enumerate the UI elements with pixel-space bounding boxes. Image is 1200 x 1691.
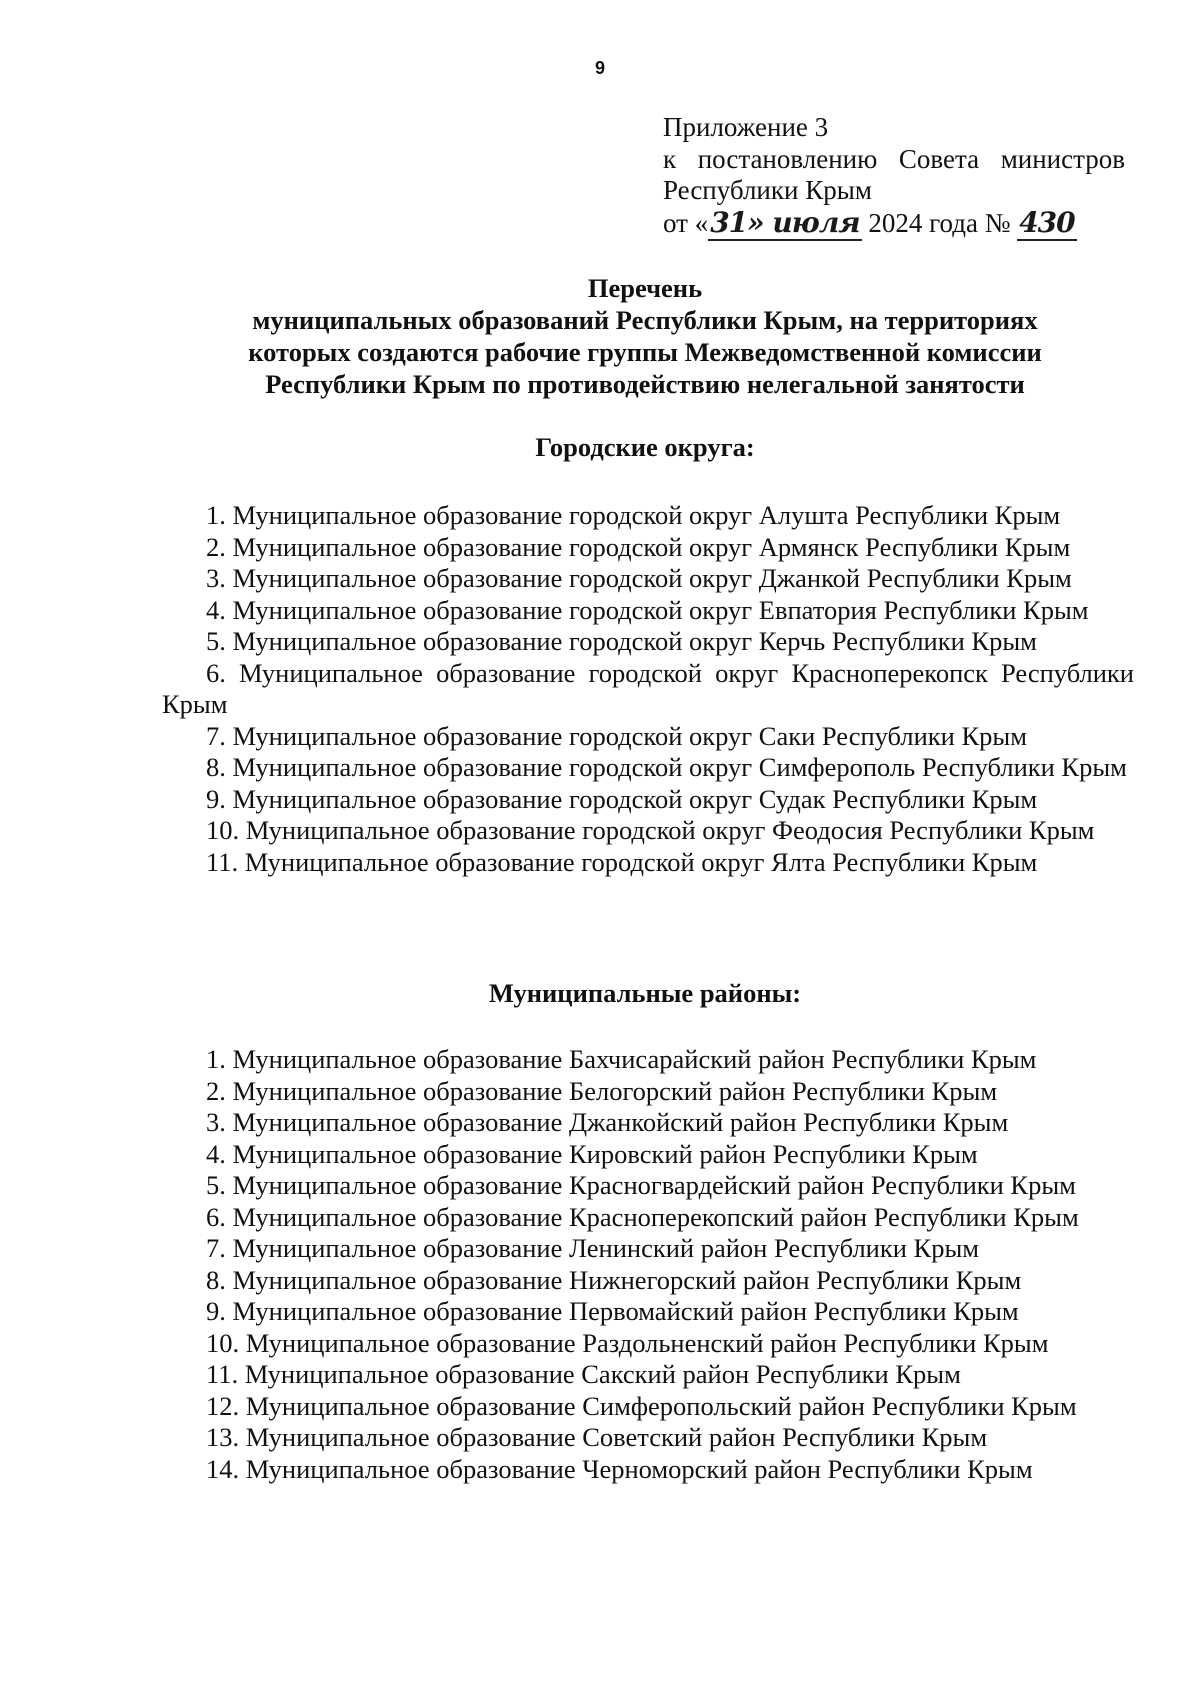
date-suffix: 2024 года № bbox=[868, 207, 1011, 238]
handwritten-date: 31» июля bbox=[710, 205, 860, 239]
municipal-districts-list bbox=[162, 1044, 1134, 1485]
list-item: 14. Муниципальное образование Черноморский район Республики Крым bbox=[206, 1453, 1033, 1484]
annex-header bbox=[663, 112, 1125, 239]
date-prefix: от « bbox=[663, 207, 709, 238]
handwritten-number: 430 bbox=[1019, 205, 1075, 239]
list-item: 6. Муниципальное образование Красноперекопский район Республики Крым bbox=[206, 1201, 1079, 1232]
title-line-3: которых создаются рабочие группы Межведомственной комиссии bbox=[248, 337, 1042, 367]
list-item: 5. Муниципальное образование городской округ Керчь Республики Крым bbox=[206, 626, 1037, 656]
list-item: 7. Муниципальное образование городской округ Саки Республики Крым bbox=[206, 720, 1027, 751]
list-item: 10. Муниципальное образование Раздольненский район Республики Крым bbox=[206, 1327, 1049, 1358]
list-item: 3. Муниципальное образование Джанкойский район Республики Крым bbox=[206, 1107, 1009, 1137]
title-line-4: Республики Крым по противодействию нелегальной занятости bbox=[265, 369, 1025, 399]
list-item: 9. Муниципальное образование Первомайский район Республики Крым bbox=[206, 1296, 1019, 1326]
list-item: 4. Муниципальное образование Кировский район Республики Крым bbox=[206, 1138, 978, 1169]
title-line-2: муниципальных образований Республики Крым, на территориях bbox=[252, 305, 1038, 335]
list-item: 2. Муниципальное образование Белогорский район Республики Крым bbox=[206, 1075, 998, 1106]
list-item: 3. Муниципальное образование городской округ Джанкой Республики Крым bbox=[206, 563, 1072, 593]
annex-reference: к постановлению Совета министров bbox=[663, 143, 1125, 174]
list-item: 2. Муниципальное образование городской округ Армянск Республики Крым bbox=[206, 531, 1071, 562]
list-item: 11. Муниципальное образование Сакский район Республики Крым bbox=[206, 1359, 961, 1389]
list-item: 5. Муниципальное образование Красногвардейский район Республики Крым bbox=[206, 1170, 1076, 1200]
list-item: 1. Муниципальное образование городской округ Алушта Республики Крым bbox=[206, 500, 1061, 530]
title-line-1: Перечень bbox=[587, 273, 703, 303]
annex-republic: Республики Крым bbox=[663, 175, 872, 205]
urban-districts-list bbox=[162, 500, 1134, 878]
page-number: 9 bbox=[594, 58, 605, 78]
document-title bbox=[150, 272, 1140, 400]
annex-date-line bbox=[663, 207, 1125, 240]
list-item: 4. Муниципальное образование городской округ Евпатория Республики Крым bbox=[206, 594, 1089, 625]
municipal-districts-heading: Муниципальные районы: bbox=[488, 978, 802, 1008]
annex-title: Приложение 3 bbox=[663, 112, 829, 142]
list-item: 9. Муниципальное образование городской округ Судак Республики Крым bbox=[206, 783, 1038, 814]
list-item: 8. Муниципальное образование Нижнегорский район Республики Крым bbox=[206, 1264, 1022, 1295]
list-item: 7. Муниципальное образование Ленинский район Республики Крым bbox=[206, 1233, 980, 1263]
urban-districts-heading: Городские округа: bbox=[535, 432, 755, 462]
list-item: 10. Муниципальное образование городской округ Феодосия Республики Крым bbox=[206, 815, 1095, 845]
list-item: 11. Муниципальное образование городской округ Ялта Республики Крым bbox=[206, 846, 1038, 877]
list-item: 1. Муниципальное образование Бахчисарайский район Республики Крым bbox=[206, 1044, 1037, 1074]
list-item: 6. Муниципальное образование городской округ Красноперекопск Республики Крым bbox=[162, 657, 1134, 719]
list-item: 8. Муниципальное образование городской округ Симферополь Республики Крым bbox=[206, 752, 1127, 782]
list-item: 12. Муниципальное образование Симферопольский район Республики Крым bbox=[206, 1390, 1077, 1421]
list-item: 13. Муниципальное образование Советский район Республики Крым bbox=[206, 1422, 988, 1452]
